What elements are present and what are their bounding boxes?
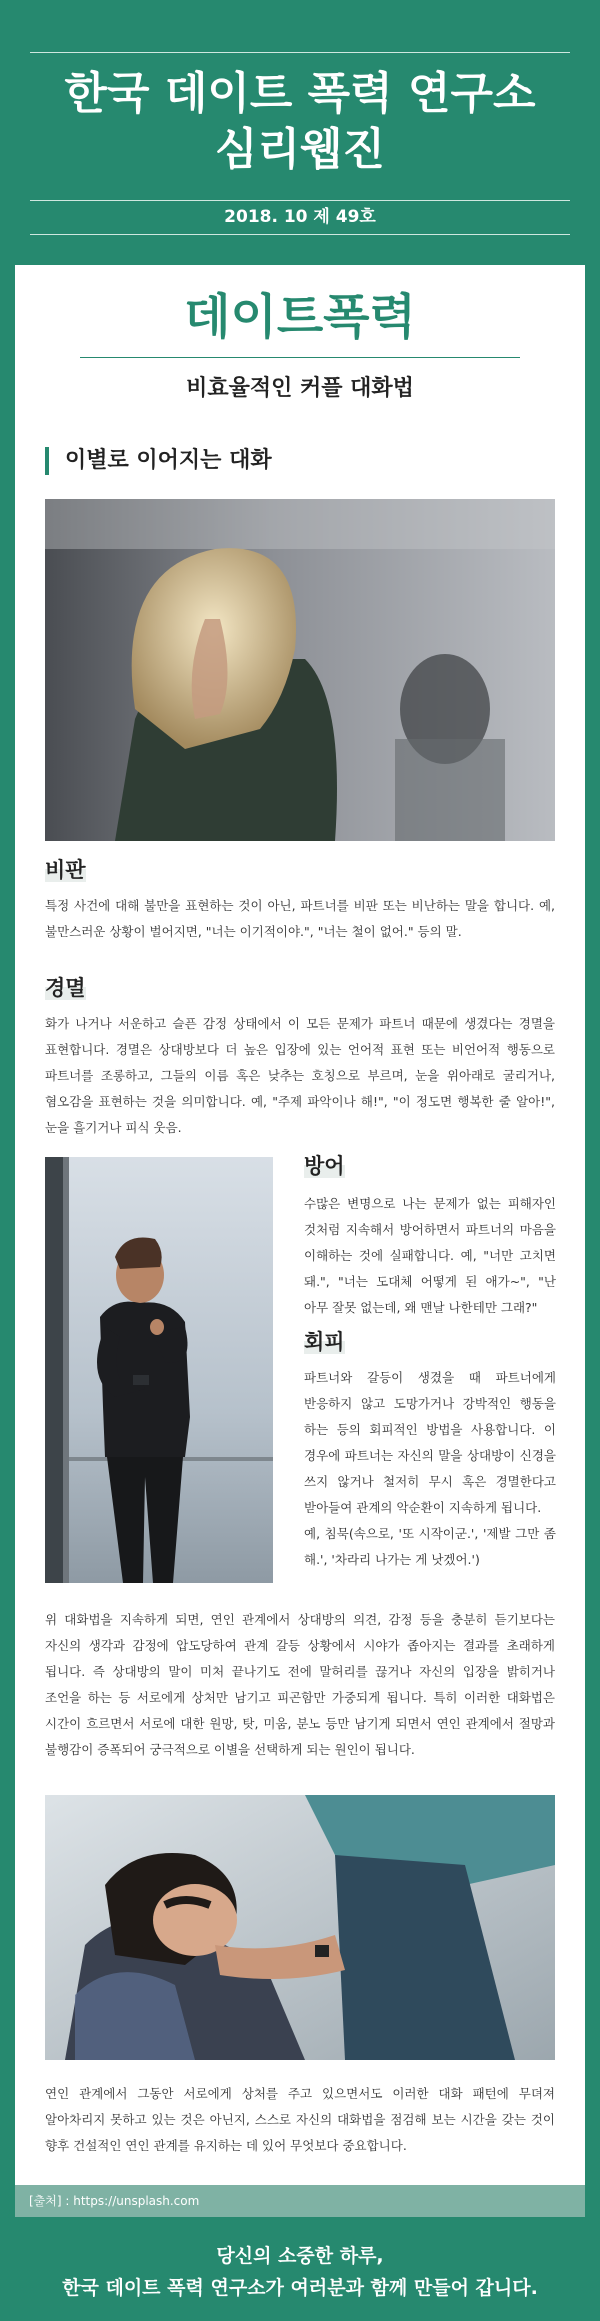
- header-rule-top: [30, 52, 570, 53]
- closing-body: 연인 관계에서 그동안 서로에게 상처를 주고 있으면서도 이러한 대화 패턴에 무뎌져 알아차리지 못하고 있는 것은 아닌지, 스스로 자신의 대화법을 점검해 보는 시간을 갖는 것이 향후 건설적인 연인 관계를 유지하는 데 있어 무엇보다 중요합니다.: [45, 2086, 555, 2153]
- avoidance-body: 파트너와 갈등이 생겼을 때 파트너에게 반응하지 않고 도망가거나 강박적인 행동을 하는 등의 회피적인 방법을 사용합니다. 이 경우에 파트너는 자신의 말을 상대방이 신경을 쓰지 않거나 철저히 무시 혹은 경멸한다고 받아들여 관계의 악순환이 지속하게 됩니다.: [304, 1370, 556, 1515]
- man-on-phone-photo: [45, 1157, 273, 1583]
- heading-avoidance: 회피: [304, 1330, 345, 1354]
- issue-number: 2018. 10 제 49호: [224, 207, 376, 227]
- title-rule: [80, 357, 520, 358]
- contempt-body: 화가 나거나 서운하고 슬픈 감정 상태에서 이 모든 문제가 파트너 때문에 생겼다는 경멸을 표현합니다. 경멸은 상대방보다 더 높은 입장에 있는 언어적 표현 또는 비언어적 행동으로 파트너를 조롱하고, 그들의 이름 혹은 낮추는 호칭으로 부르며, 눈을 위아래로 굴리거나, 혐오감을 표현하는 것을 의미합니다. 예, "주제 파악이나 해!", "이 정도면 행복한 줄 알아!", 눈을 흘기거나 피식 웃음.: [45, 1016, 555, 1135]
- heading-criticism: 비판: [45, 858, 86, 882]
- header-rule-middle: [30, 200, 570, 201]
- defense-body: 수많은 변명으로 나는 문제가 없는 피해자인 것처럼 지속해서 방어하면서 파트너의 마음을 이해하는 것에 실패합니다. 예, "너만 고치면 돼.", "너는 도대체 어떻게 된 애가~", "난 아무 잘못 없는데, 왜 맨날 나한테만 그래?": [304, 1196, 556, 1315]
- heading-defense: 방어: [304, 1154, 345, 1178]
- heading-contempt: 경멸: [45, 976, 86, 1000]
- section-title: 이별로 이어지는 대화: [45, 447, 272, 475]
- article-card: [15, 265, 585, 2185]
- header: [0, 0, 600, 265]
- avoidance-example: 예, 침묵(속으로, '또 시작이군.', '제발 그만 좀 해.', '차라리 나가는 게 낫겠어.'): [304, 1526, 556, 1567]
- criticism-body: 특정 사건에 대해 불만을 표현하는 것이 아닌, 파트너를 비판 또는 비난하는 말을 합니다. 예, 불만스러운 상황이 벌어지면, "너는 이기적이야.", "너는 철이 없어." 등의 말.: [45, 898, 555, 939]
- header-rule-bottom: [30, 234, 570, 235]
- source-credit: [출처] : https://unsplash.com: [15, 2185, 585, 2217]
- webzine-title: 한국 데이트 폭력 연구소 심리웹진: [64, 68, 536, 175]
- article-subtitle: 비효율적인 커플 대화법: [186, 376, 414, 401]
- article-title: 데이트폭력: [184, 289, 416, 345]
- summary-body: 위 대화법을 지속하게 되면, 연인 관계에서 상대방의 의견, 감정 등을 충분히 듣기보다는 자신의 생각과 감정에 압도당하여 관계 갈등 상황에서 시야가 좁아지는 결과를 초래하게 됩니다. 즉 상대방의 말이 미처 끝나기도 전에 말허리를 끊거나 자신의 입장을 밝히거나 조언을 하는 등 서로에게 상처만 남기고 피곤함만 가중되게 됩니다. 특히 이러한 대화법은 시간이 흐르면서 서로에 대한 원망, 탓, 미움, 분노 등만 남기게 되면서 연인 관계에서 절망과 불행감이 증폭되어 궁극적으로 이별을 선택하게 되는 원인이 됩니다.: [45, 1612, 555, 1757]
- footer-message: 당신의 소중한 하루, 한국 데이트 폭력 연구소가 여러분과 함께 만들어 갑니다.: [62, 2245, 538, 2299]
- woman-profile-photo: [45, 499, 555, 841]
- couple-photo: [45, 1795, 555, 2060]
